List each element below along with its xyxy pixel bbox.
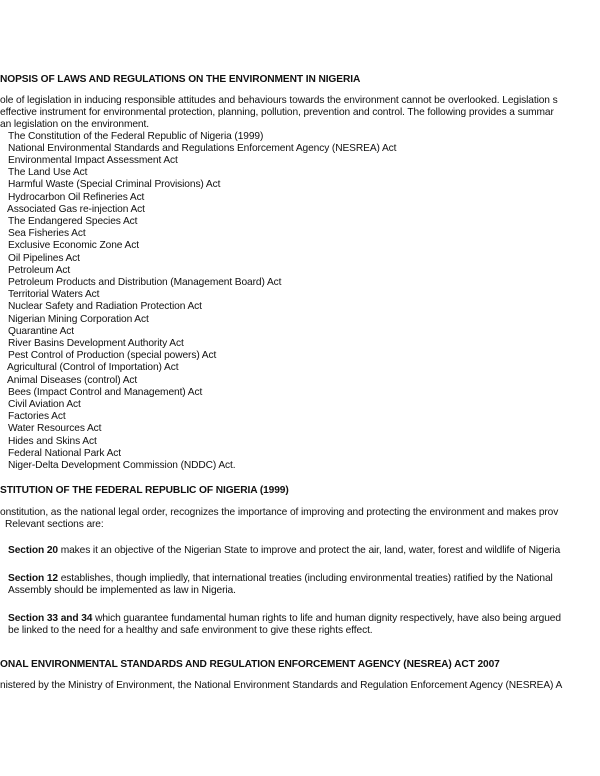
list-item: Petroleum Act bbox=[8, 265, 71, 276]
section-label: Section 33 and 34 bbox=[8, 613, 93, 624]
list-item: The Constitution of the Federal Republic of Nigeria (1999) bbox=[8, 131, 264, 142]
list-item: Pest Control of Production (special powers) Act bbox=[8, 350, 217, 361]
section-20-paragraph bbox=[8, 545, 560, 557]
list-item: Territorial Waters Act bbox=[8, 289, 100, 300]
section-33-34-paragraph bbox=[8, 613, 561, 625]
section-heading-synopsis: NOPSIS OF LAWS AND REGULATIONS ON THE ENVIRONMENT IN NIGERIA bbox=[0, 74, 361, 85]
section-12-paragraph bbox=[8, 573, 553, 585]
list-item: National Environmental Standards and Regulations Enforcement Agency (NESREA) Act bbox=[8, 143, 397, 154]
list-item: Nigerian Mining Corporation Act bbox=[8, 314, 149, 325]
section-text: which guarantee fundamental human rights to life and human dignity respectively, have also being argued bbox=[92, 613, 561, 624]
intro-line-2: effective instrument for environmental protection, planning, pollution, prevention and control. The following provides a summar bbox=[0, 107, 554, 118]
section-text: makes it an objective of the Nigerian State to improve and protect the air, land, water, forest and wildlife of Nigeria bbox=[57, 545, 561, 556]
nesrea-intro-line: nistered by the Ministry of Environment, the National Environment Standards and Regulation Enforcement Agency (NESREA) A bbox=[0, 680, 563, 691]
section-12-continuation: Assembly should be implemented as law in Nigeria. bbox=[8, 585, 236, 596]
intro-line-3: an legislation on the environment. bbox=[0, 119, 149, 130]
list-item: Bees (Impact Control and Management) Act bbox=[8, 387, 203, 398]
list-item: Nuclear Safety and Radiation Protection Act bbox=[8, 301, 202, 312]
constitution-intro-line-2: Relevant sections are: bbox=[5, 519, 104, 530]
list-item: Harmful Waste (Special Criminal Provisions) Act bbox=[8, 179, 221, 190]
list-item: The Land Use Act bbox=[8, 167, 88, 178]
list-item: Sea Fisheries Act bbox=[8, 228, 86, 239]
section-label: Section 20 bbox=[8, 545, 58, 556]
section-label: Section 12 bbox=[8, 573, 58, 584]
list-item: The Endangered Species Act bbox=[8, 216, 138, 227]
constitution-intro-line-1: onstitution, as the national legal order, recognizes the importance of improving and protecting the environment and makes prov bbox=[0, 507, 559, 518]
section-heading-nesrea: ONAL ENVIRONMENTAL STANDARDS AND REGULATION ENFORCEMENT AGENCY (NESREA) ACT 2007 bbox=[0, 659, 500, 670]
intro-line-1: ole of legislation in inducing responsible attitudes and behaviours towards the environment cannot be overlooked. Legislation s bbox=[0, 95, 558, 106]
section-text: establishes, though impliedly, that international treaties (including environmental treaties) ratified by the National bbox=[57, 573, 553, 584]
list-item: Oil Pipelines Act bbox=[8, 253, 80, 264]
list-item: Petroleum Products and Distribution (Management Board) Act bbox=[8, 277, 282, 288]
list-item: Federal National Park Act bbox=[8, 448, 122, 459]
list-item: Associated Gas re-injection Act bbox=[7, 204, 145, 215]
list-item: Animal Diseases (control) Act bbox=[7, 375, 138, 386]
section-heading-constitution: STITUTION OF THE FEDERAL REPUBLIC OF NIGERIA (1999) bbox=[0, 485, 289, 496]
list-item: River Basins Development Authority Act bbox=[8, 338, 184, 349]
list-item: Factories Act bbox=[8, 411, 66, 422]
list-item: Agricultural (Control of Importation) Act bbox=[7, 362, 179, 373]
list-item: Hides and Skins Act bbox=[8, 436, 97, 447]
section-33-34-continuation: be linked to the need for a healthy and safe environment to give these rights effect. bbox=[8, 625, 373, 636]
list-item: Environmental Impact Assessment Act bbox=[8, 155, 178, 166]
list-item: Civil Aviation Act bbox=[8, 399, 81, 410]
list-item: Niger-Delta Development Commission (NDDC) Act. bbox=[8, 460, 236, 471]
list-item: Exclusive Economic Zone Act bbox=[8, 240, 139, 251]
list-item: Water Resources Act bbox=[8, 423, 102, 434]
list-item: Hydrocarbon Oil Refineries Act bbox=[8, 192, 145, 203]
list-item: Quarantine Act bbox=[8, 326, 74, 337]
